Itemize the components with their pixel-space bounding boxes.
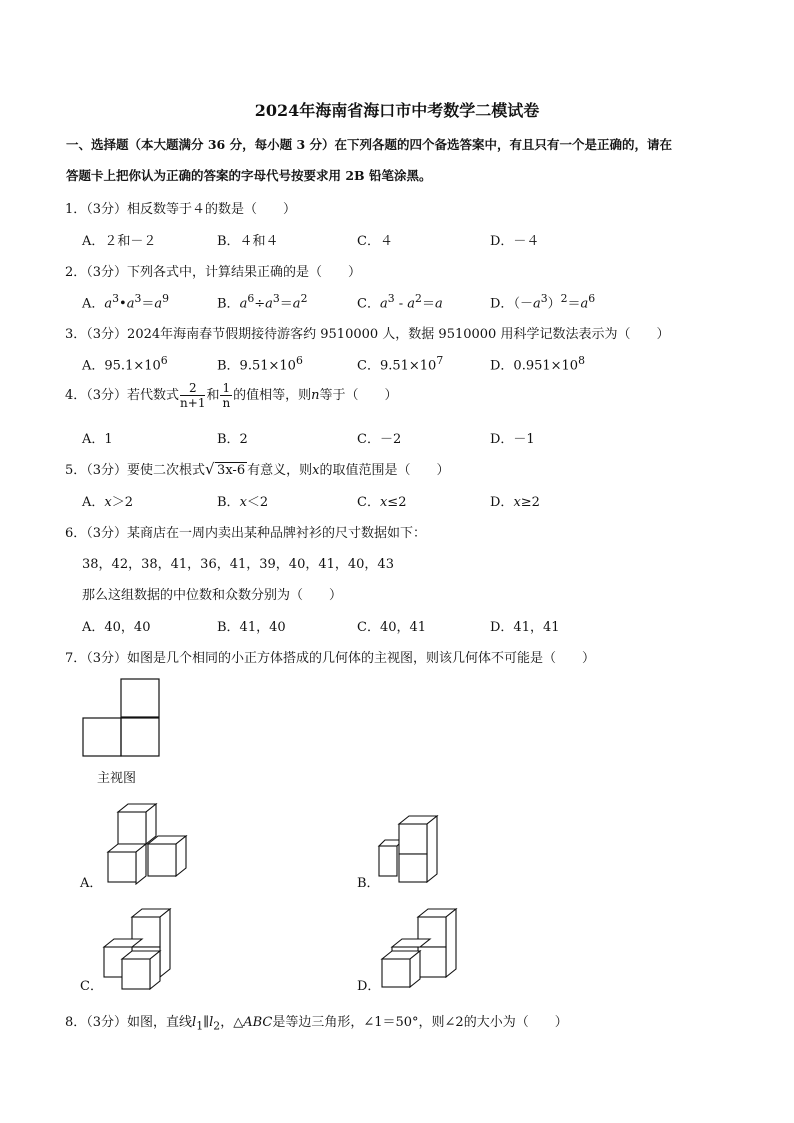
q7-option-c[interactable]: C． xyxy=(80,979,103,994)
q4-option-b[interactable]: B．2 xyxy=(217,432,248,447)
question-6-stem: 6．（3分）某商店在一周内卖出某种品牌衬衫的尺寸数据如下： xyxy=(65,526,427,541)
question-4-stem: 4．（3分）若代数式 $\frac{2}{n+1}$ 和 $\frac{1}{n}$ 的值相等，则n等于（ ） xyxy=(65,381,398,410)
q6-option-a[interactable]: A．40，40 xyxy=(82,620,151,635)
q2-option-a[interactable]: A．$a^3•a^3=a^9$ xyxy=(82,292,170,312)
q1-option-d[interactable]: D．－４ xyxy=(490,234,540,249)
q3-option-b[interactable]: B．$9.51\times 10^6$ xyxy=(217,354,303,374)
q5-option-a[interactable]: A．x＞2 xyxy=(82,495,134,510)
front-view-caption: 主视图 xyxy=(97,771,137,786)
fraction-2-over-n-plus-1: $\frac{2}{n+1}$ xyxy=(180,381,206,410)
question-7-stem: 7．（3分）如图是几个相同的小正方体搭成的几何体的主视图，则该几何体不可能是（ ） xyxy=(65,651,596,666)
q4-option-c[interactable]: C．－2 xyxy=(357,432,402,447)
section-instructions-line1: 一、选择题（本大题满分 36 分，每小题 3 分）在下列各题的四个备选答案中，有且只有一个是正确的，请在 xyxy=(66,137,673,152)
q7-option-b[interactable]: B． xyxy=(357,876,380,891)
square-root: √ 3x-6 xyxy=(205,460,246,478)
q3-option-a[interactable]: A．$95.1\times 10^6$ xyxy=(82,354,168,374)
q2-option-b[interactable]: B．$a^6\div a^3=a^2$ xyxy=(217,292,308,312)
q6-option-c[interactable]: C．40，41 xyxy=(357,620,427,635)
q3-option-c[interactable]: C．$9.51\times 10^7$ xyxy=(357,354,444,374)
question-3-stem: 3．（3分）2024年海南春节假期接待游客约 9510000 人，数据 9510000 用科学记数法表示为（ ） xyxy=(65,327,670,342)
q7-option-d-figure[interactable] xyxy=(378,905,468,995)
q1-option-b[interactable]: B．４和４ xyxy=(217,234,279,249)
q1-option-c[interactable]: C．４ xyxy=(357,234,393,249)
q2-option-d[interactable]: D．$(-a^3)^2=a^6$ xyxy=(490,292,596,312)
fraction-1-over-n: $\frac{1}{n}$ xyxy=(222,381,231,410)
question-2-stem: 2．（3分）下列各式中，计算结果正确的是（ ） xyxy=(65,265,362,280)
section-instructions-line2: 答题卡上把你认为正确的答案的字母代号按要求用 2B 铅笔涂黑。 xyxy=(66,168,432,183)
q1-option-a[interactable]: A．２和－２ xyxy=(82,234,157,249)
question-5-stem: 5．（3分）要使二次根式 √ 3x-6 有意义，则x的取值范围是（ ） xyxy=(65,460,450,478)
q7-option-b-figure[interactable] xyxy=(375,810,455,890)
q6-question: 那么这组数据的中位数和众数分别为（ ） xyxy=(82,588,343,603)
q2-option-c[interactable]: C．$a^3 - a^2=a$ xyxy=(357,292,443,312)
question-1-stem: 1．（3分）相反数等于４的数是（ ） xyxy=(65,202,297,217)
page-title: 2024年海南省海口市中考数学二模试卷 xyxy=(254,101,540,120)
q6-data-list: 38，42，38，41，36，41，39，40，41，40，43 xyxy=(82,557,394,572)
q4-option-d[interactable]: D．－1 xyxy=(490,432,535,447)
q7-option-d[interactable]: D． xyxy=(357,979,381,994)
q4-option-a[interactable]: A．1 xyxy=(82,432,113,447)
q5-option-c[interactable]: C．x≤2 xyxy=(357,495,407,510)
q3-option-d[interactable]: D．$0.951\times 10^8$ xyxy=(490,354,585,374)
question-8-stem: 8．（3分）如图，直线$l_1\parallel l_2$，△ABC是等边三角形，∠1＝50°，则∠2的大小为（ ） xyxy=(65,1015,568,1033)
front-view-figure xyxy=(80,678,162,760)
q6-option-d[interactable]: D．41，41 xyxy=(490,620,560,635)
q7-option-a-figure[interactable] xyxy=(100,800,195,885)
q7-option-c-figure[interactable] xyxy=(100,905,185,995)
q5-option-b[interactable]: B．x＜2 xyxy=(217,495,269,510)
q5-option-d[interactable]: D．x≥2 xyxy=(490,495,540,510)
q7-option-a[interactable]: A． xyxy=(80,876,103,891)
q6-option-b[interactable]: B．41，40 xyxy=(217,620,286,635)
